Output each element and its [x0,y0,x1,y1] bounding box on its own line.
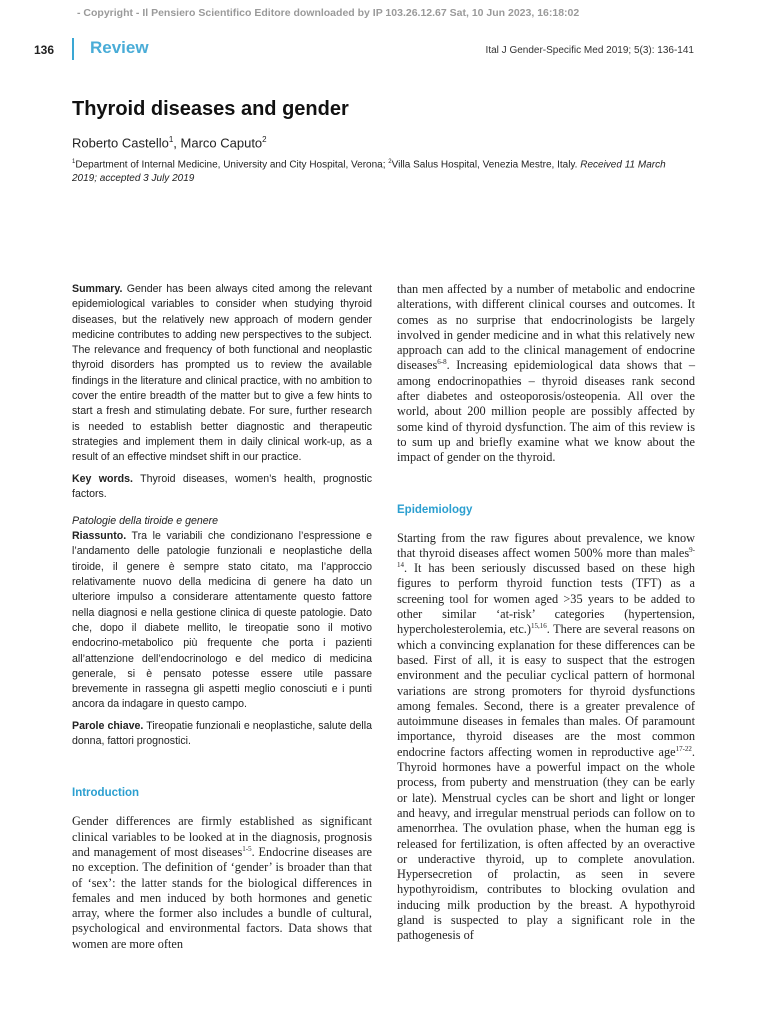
citation-ref: 9-14 [397,545,695,570]
epidemiology-paragraph [397,531,695,944]
parole-chiave-label: Parole chiave. [72,719,144,732]
citation-ref: 17-22 [675,744,692,753]
epidemiology-text: . Thyroid hormones have a powerful impact on the whole process, from puberty and menstruation (they can be early or late). Menstrual cycles can be short and light or longer and heavy, and irregular menstrual periods can follow on to amenorrhea. The ovulation phase, when the human egg is released for fertilization, is often affected by an overactive or underactive thyroid, up to complete anovulation. Hypersecretion of prolactin, as seen in severe hypothyroidism, contributes to blocking ovulation and inducing milk production by the breast. A hypothyroid gland is suspected to play a significant role in the pathogenesis of [397,744,695,943]
epidemiology-text: Starting from the raw figures about prevalence, we know that thyroid diseases affect women 500% more than males [397,530,695,560]
affiliations [72,155,692,186]
page-number: 136 [34,43,55,57]
author-name: Roberto Castello [72,135,169,151]
affiliation-marker: 1 [72,159,76,165]
header-divider [72,38,74,60]
summary-label: Summary. [72,283,123,295]
introduction-text: . Increasing epidemiological data shows that – among endocrinopathies – thyroid diseases rank second after diabetes and osteoporosis/osteopenia. All over the world, about 200 million people are possibly affected by some kind of thyroid dysfunction. The aim of this review is to sum up and briefly examine what we know about the impact of gender on the thyroid. [397,358,695,465]
author-affiliation-marker: 1 [168,135,174,144]
introduction-text: . Endocrine diseases are no exception. The definition of ‘gender’ is broader than that of ‘sex’: the latter stands for the biological differences in females and men induced by both hormones and genetic array, where the former also includes a bundle of cultural, psychological and environmental factors. Data shows that women are more often [72,844,372,951]
epidemiology-text: . It has been seriously discussed based on these high figures to perform thyroid function tests (TFT) as a screening tool for women aged >35 years to be added to other similar ‘at-risk’ categories (hypertension, hypercholesterolemia, etc.) [397,561,695,637]
keywords-text: Thyroid diseases, women’s health, prognostic factors. [72,472,372,500]
author-name: Marco Caputo [180,135,263,151]
section-label: Review [90,38,149,57]
affiliation-marker: 2 [388,159,392,165]
affiliation-text: Villa Salus Hospital, Venezia Mestre, Italy. [391,159,581,171]
right-column [397,282,695,944]
author-list [72,135,267,150]
riassunto-paragraph [72,529,372,713]
citation-ref: 6-8 [437,358,447,367]
received-dates: Received 11 March 2019; accepted 3 July 2019 [72,159,666,185]
keywords-paragraph [72,472,372,503]
riassunto-text: Tra le variabili che condizionano l’espressione e l’andamento delle patologie funzionali e neoplastiche della tiroide, il genere è sempre stato citato, ma l’approccio relativamente nuovo della medicina di genere ha dato un ulteriore impulso a considerare attentamente questo fattore nella diagnosi e nella gestione clinica di queste patologie. Dato che, dopo il diabete mellito, le tireopatie sono il motivo endocrino-metabolico più frequente che porta i pazienti all’attenzione dell’endocrinologo e del medico di medicina generale, si è pensato potesse essere utile passare brevemente in rassegna gli aspetti meglio conosciuti e i punti ancora da indagare in questo campo. [72,530,372,711]
citation-ref: 1-5 [242,844,252,853]
parole-chiave-text: Tireopatie funzionali e neoplastiche, salute della donna, fattori prognostici. [72,719,372,748]
journal-citation: Ital J Gender-Specific Med 2019; 5(3): 136-141 [485,45,694,56]
italian-title: Patologie della tiroide e genere [72,515,219,528]
parole-chiave-paragraph [72,719,372,750]
author-affiliation-marker: 2 [262,135,267,144]
summary-text: Gender has been always cited among the relevant epidemiological variables to consider when studying thyroid diseases, but the relatively new approach of modern gender medicine contributes to adding new perspectives to the subject. The relevance and frequency of both functional and neoplastic thyroid disorders has prompted us to review the available findings in the literature and clinical practice, with no ambition to cover the entire breadth of the matter but to give a few hints to start a fresh and stimulating debate. For sure, further research is needed to establish better diagnostic and therapeutic strategies and implement them in daily clinical work-up, as a result of an effective mindset shift in our practice. [72,283,372,464]
article-title: Thyroid diseases and gender [72,98,349,120]
introduction-heading: Introduction [72,787,140,800]
introduction-paragraph [72,814,372,952]
epidemiology-text: . There are several reasons on which a convincing explanation for these differences can be based. First of all, it is easy to suspect that the estrogen environment and the peculiar cyclical pattern of hormonal variations are strong promoters for thyroid dysfunctions among females. Second, there is a greater prevalence of autoimmune diseases in females than males. Of paramount importance, thyroid diseases are the most common endocrine factors affecting women in reproductive age [397,622,695,759]
epidemiology-heading: Epidemiology [397,503,473,516]
affiliation-text: Department of Internal Medicine, University and City Hospital, Verona; [75,159,389,171]
riassunto-label: Riassunto. [72,530,127,543]
introduction-continued-paragraph [397,282,695,466]
author-separator: , [173,135,181,151]
keywords-label: Key words. [72,472,133,485]
summary-paragraph [72,282,372,466]
introduction-text: than men affected by a number of metabolic and endocrine alterations, with different clinical courses and outcomes. It comes as no surprise that endocrinologists be largely involved in gender medicine and in what this relatively new approach can add to the clinical management of endocrine diseases [397,282,695,373]
introduction-text: Gender differences are firmly established as significant clinical variables to be looked at in the diagnosis, prognosis and management of most diseases [72,814,372,859]
copyright-notice: - Copyright - Il Pensiero Scientifico Editore downloaded by IP 103.26.12.67 Sat, 10 Jun 2023, 16:18:02 [77,7,580,19]
left-column [72,282,372,952]
citation-ref: 15,16 [530,622,547,631]
